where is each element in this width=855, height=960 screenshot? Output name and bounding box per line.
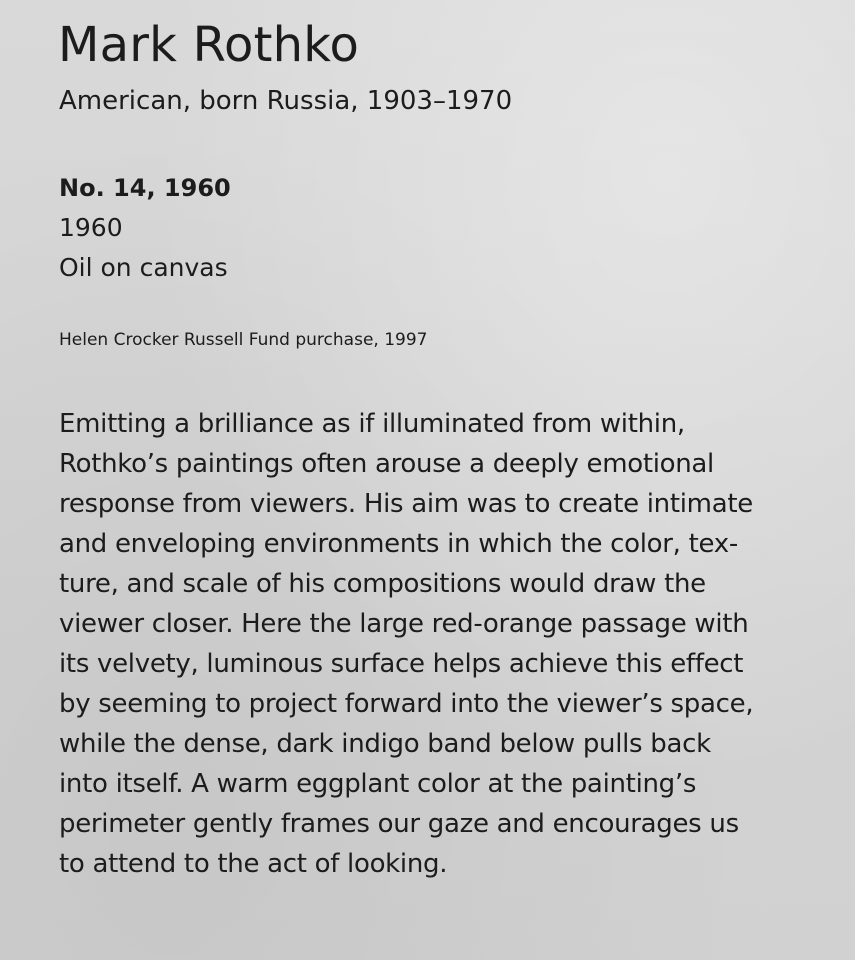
work-title: No. 14, 1960 bbox=[59, 174, 231, 202]
work-medium: Oil on canvas bbox=[59, 253, 228, 282]
description-line: to attend to the act of looking. bbox=[59, 849, 448, 879]
work-date: 1960 bbox=[59, 213, 123, 242]
description-line: ture, and scale of his compositions would draw the bbox=[59, 569, 706, 599]
description-line: Rothko’s paintings often arouse a deeply emotional bbox=[59, 449, 714, 479]
description-line: its velvety, luminous surface helps achieve this effect bbox=[59, 649, 744, 679]
credit-line: Helen Crocker Russell Fund purchase, 1997 bbox=[59, 330, 428, 350]
artist-name: Mark Rothko bbox=[58, 17, 360, 73]
description-line: viewer closer. Here the large red-orange passage with bbox=[59, 609, 749, 639]
description-line: perimeter gently frames our gaze and encourages us bbox=[59, 809, 739, 839]
description-line: and enveloping environments in which the color, tex- bbox=[59, 529, 738, 559]
artist-bio: American, born Russia, 1903–1970 bbox=[59, 86, 513, 116]
description-line: into itself. A warm eggplant color at the painting’s bbox=[59, 769, 697, 799]
description-line: by seeming to project forward into the viewer’s space, bbox=[59, 689, 754, 719]
description-line: response from viewers. His aim was to create intimate bbox=[59, 489, 753, 519]
description-line: Emitting a brilliance as if illuminated from within, bbox=[59, 409, 685, 439]
description-line: while the dense, dark indigo band below pulls back bbox=[59, 729, 711, 759]
description-paragraph bbox=[59, 404, 753, 884]
